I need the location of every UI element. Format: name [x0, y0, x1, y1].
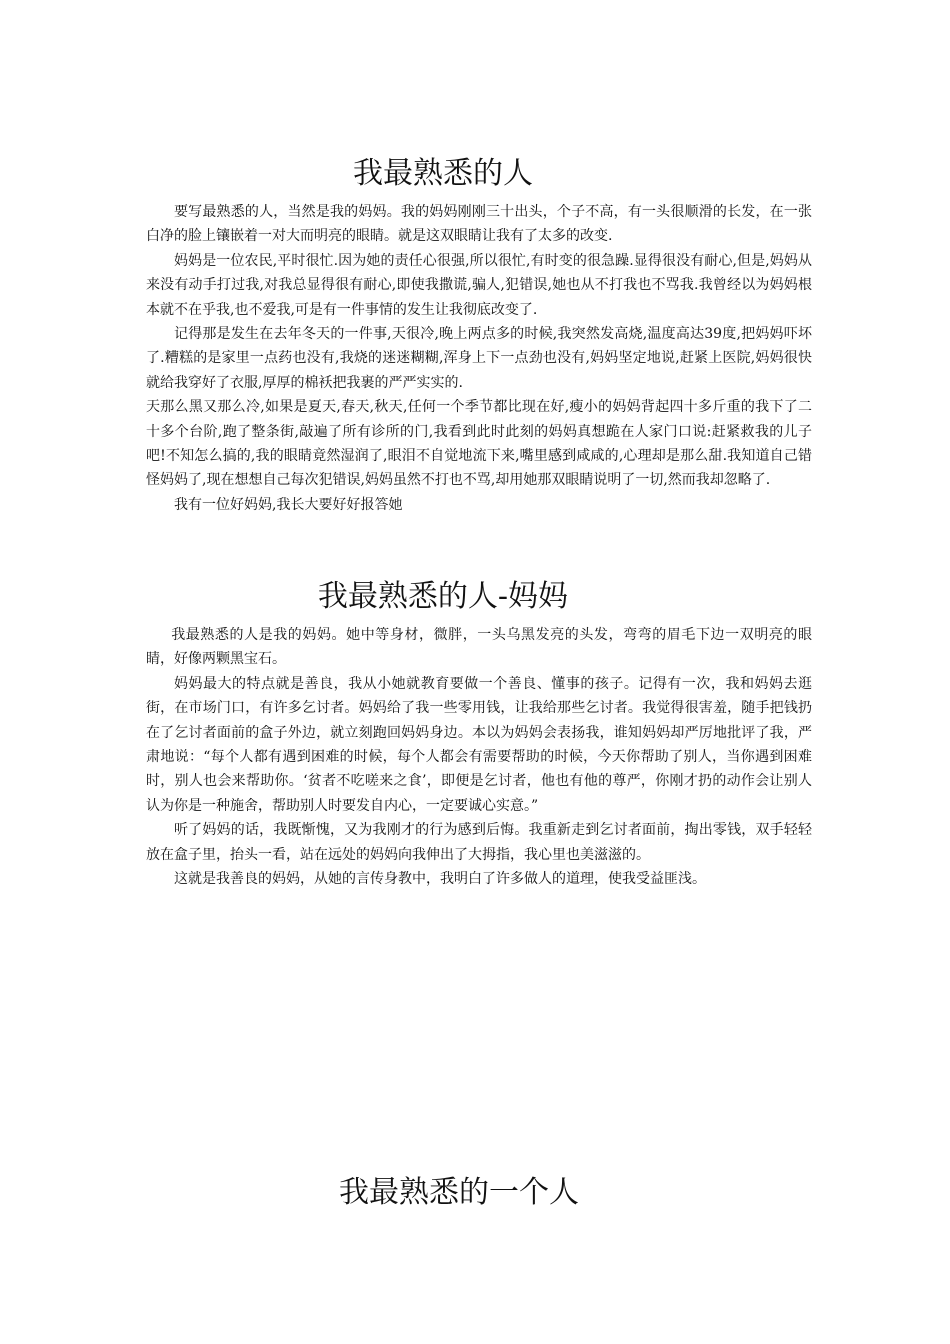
- essay-2-paragraph: 妈妈最大的特点就是善良，我从小她就教育要做一个善良、懂事的孩子。记得有一次，我和妈妈去逛街，在市场门口，有许多乞讨者。妈妈给了我一些零用钱，让我给那些乞讨者。我觉得很害羞，随手把钱扔在了乞讨者面前的盒子外边，就立刻跑回妈妈身边。本以为妈妈会表扬我，谁知妈妈却严厉地批评了我，严肃地说：“每个人都有遇到困难的时候，每个人都会有需要帮助的时候，今天你帮助了别人，当你遇到困难时，别人也会来帮助你。‘贫者不吃嗟来之食’，即便是乞讨者，他也有他的尊严，你刚才扔的动作会让别人认为你是一种施舍，帮助别人时要发自内心，一定要诚心实意。”: [146, 675, 812, 814]
- essay-2-paragraph: 这就是我善良的妈妈，从她的言传身教中，我明白了许多做人的道理，使我受益匪浅。: [174, 871, 706, 888]
- essay-3-title: 我最熟悉的一个人: [339, 1175, 579, 1210]
- essay-1-paragraph: 我有一位好妈妈,我长大要好好报答她: [174, 496, 403, 513]
- essay-2-body: [146, 623, 812, 891]
- essay-1-paragraph: 记得那是发生在去年冬天的一件事,天很冷,晚上两点多的时候,我突然发高烧,温度高达39度,把妈妈吓坏了.糟糕的是家里一点药也没有,我烧的迷迷糊糊,浑身上下一点劲也没有,妈妈坚定地说,赶紧上医院,妈妈很快就给我穿好了衣服,厚厚的棉袄把我裹的严严实实的.: [146, 326, 812, 391]
- essay-1-paragraph: 天那么黑又那么冷,如果是夏天,春天,秋天,任何一个季节都比现在好,瘦小的妈妈背起四十多斤重的我下了二十多个台阶,跑了整条街,敲遍了所有诊所的门,我看到此时此刻的妈妈真想跪在人家门口说:赶紧救我的儿子吧!不知怎么搞的,我的眼睛竟然湿润了,眼泪不自觉地流下来,嘴里感到咸咸的,心理却是那么甜.我知道自己错怪妈妈了,现在想想自己每次犯错误,妈妈虽然不打也不骂,却用她那双眼睛说明了一切,然而我却忽略了.: [146, 399, 812, 489]
- essay-1-paragraph: 妈妈是一位农民,平时很忙.因为她的责任心很强,所以很忙,有时变的很急躁.显得很没有耐心,但是,妈妈从来没有动手打过我,对我总显得很有耐心,即使我撒谎,骗人,犯错误,她也从不打我也不骂我.我曾经以为妈妈根本就不在乎我,也不爱我,可是有一件事情的发生让我彻底改变了.: [146, 252, 812, 318]
- essay-1-paragraph: 要写最熟悉的人，当然是我的妈妈。我的妈妈刚刚三十出头，个子不高，有一头很顺滑的长发，在一张白净的脸上镶嵌着一对大而明亮的眼睛。就是这双眼睛让我有了太多的改变.: [146, 204, 812, 245]
- essay-2-paragraph: 我最熟悉的人是我的妈妈。她中等身材，微胖，一头乌黑发亮的头发，弯弯的眉毛下边一双明亮的眼睛，好像两颗黑宝石。: [146, 627, 812, 668]
- essay-2-paragraph: 听了妈妈的话，我既惭愧，又为我刚才的行为感到后悔。我重新走到乞讨者面前，掏出零钱，双手轻轻放在盒子里，抬头一看，站在远处的妈妈向我伸出了大拇指，我心里也美滋滋的。: [146, 822, 812, 863]
- essay-1-title: 我最熟悉的人: [353, 156, 533, 191]
- essay-1-body: [146, 200, 812, 517]
- essay-2-title: 我最熟悉的人-妈妈: [317, 579, 569, 614]
